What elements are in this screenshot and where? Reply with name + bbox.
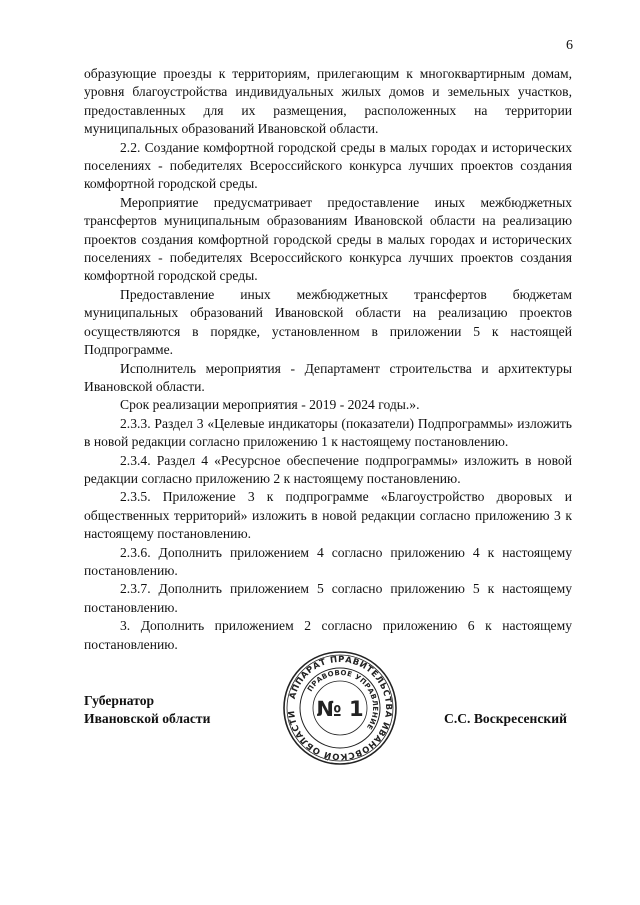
signatory-name: С.С. Воскресенский [444, 711, 567, 726]
official-seal-stamp [282, 650, 398, 766]
paragraph: 3. Дополнить приложением 2 согласно приложению 6 к настоящему постановлению. [84, 618, 572, 652]
signatory-position [84, 692, 210, 729]
paragraph: Мероприятие предусматривает предоставление иных межбюджетных трансфертов муниципальным образованиям Ивановской области на реализацию проектов создания комфортной городской среды в малых городах и исторических поселениях - победителях Всероссийского конкурса лучших проектов создания комфортной городской среды. [84, 194, 572, 284]
paragraph: 2.3.3. Раздел 3 «Целевые индикаторы (показатели) Подпрограммы» изложить в новой редакции согласно приложению 1 к настоящему постановлению. [84, 415, 572, 450]
paragraph: Исполнитель мероприятия - Департамент строительства и архитектуры Ивановской области. [84, 360, 572, 394]
paragraph: Предоставление иных межбюджетных трансфертов бюджетам муниципальных образований Ивановской области на реализацию проектов осуществляются в порядке, установленном в приложении 5 к настоящей Подпрограмме. [84, 286, 572, 358]
svg-text:ПРАВОВОЕ УПРАВЛЕНИЕ: ПРАВОВОЕ УПРАВЛЕНИЕ [305, 668, 380, 732]
document-body [84, 65, 572, 654]
paragraph: 2.3.6. Дополнить приложением 4 согласно приложению 4 к настоящему постановлению. [84, 544, 572, 578]
paragraph: Срок реализации мероприятия - 2019 - 2024 годы.». [120, 397, 420, 413]
paragraph: 2.2. Создание комфортной городской среды в малых городах и исторических поселениях - победителях Всероссийского конкурса лучших проектов создания комфортной городской среды. [84, 139, 572, 192]
paragraph: 2.3.5. Приложение 3 к подпрограмме «Благоустройство дворовых и общественных территорий» изложить в новой редакции согласно приложению 3 к настоящему постановлению. [84, 489, 572, 542]
paragraph: образующие проезды к территориям, прилегающим к многоквартирным домам, уровня благоустройства индивидуальных жилых домов и земельных участков, предоставленных для их размещения, расположенных на территории муниципальных образований Ивановской области. [84, 66, 572, 137]
page-number: 6 [566, 38, 573, 53]
svg-text:АППАРАТ ПРАВИТЕЛЬСТВА ИВАНОВСК: АППАРАТ ПРАВИТЕЛЬСТВА ИВАНОВСКОЙ ОБЛАСТИ [286, 654, 394, 762]
paragraph: 2.3.7. Дополнить приложением 5 согласно приложению 5 к настоящему постановлению. [84, 581, 572, 615]
position-line-2: Ивановской области [84, 711, 211, 727]
svg-text:№ 1: № 1 [316, 697, 364, 721]
paragraph: 2.3.4. Раздел 4 «Ресурсное обеспечение подпрограммы» изложить в новой редакции согласно приложению 2 к настоящему постановлению. [84, 452, 572, 486]
position-line-1: Губернатор [84, 693, 155, 708]
